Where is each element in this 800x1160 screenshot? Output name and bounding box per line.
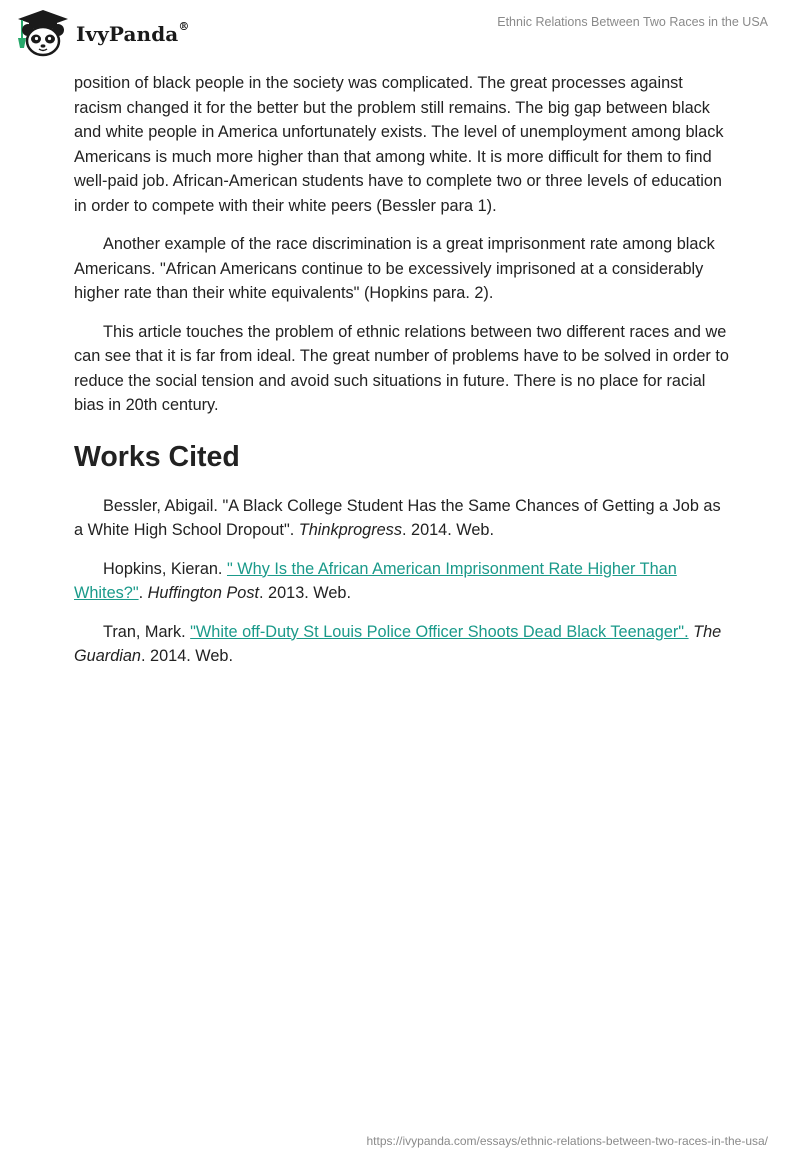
citation-title: "A Black College Student Has the Same Chances of Getting a Job as a White High School Dropout".: [74, 496, 721, 539]
article-body: [74, 71, 734, 683]
body-paragraph: Another example of the race discrimination is a great imprisonment rate among black Americans. "African Americans continue to be excessively imprisoned at a considerably higher rate than their white equivalents" (Hopkins para. 2).: [74, 235, 715, 302]
source-url[interactable]: https://ivypanda.com/essays/ethnic-relations-between-two-races-in-the-usa/: [366, 1134, 768, 1148]
citation-source: Thinkprogress: [298, 521, 402, 539]
citation-separator: .: [138, 584, 148, 602]
citation-source: The Guardian: [74, 622, 722, 665]
citation-author: Bessler, Abigail.: [103, 496, 223, 515]
works-cited-heading: Works Cited: [74, 440, 240, 473]
ivypanda-logo[interactable]: [14, 8, 189, 58]
brand-name: IvyPanda®: [76, 20, 190, 46]
citation-entry: [74, 620, 734, 669]
citation-tail: . 2013. Web.: [258, 584, 352, 602]
citation-tail: . 2014. Web.: [140, 647, 234, 665]
citation-link[interactable]: " Why Is the African American Imprisonment Rate Higher Than Whites?": [74, 559, 677, 602]
citation-author: Tran, Mark.: [103, 622, 191, 641]
citation-entry: [74, 557, 734, 606]
page-header: [0, 0, 800, 66]
citation-source: Huffington Post: [147, 584, 259, 602]
citation-author: Hopkins, Kieran.: [103, 559, 227, 578]
citation-entry: [74, 494, 734, 543]
body-paragraph: position of black people in the society was complicated. The great processes against racism changed it for the better but the problem still remains. The big gap between black and white people in America unfortunately exists. The level of unemployment among black Americans is much more higher than that among white. It is more difficult for them to find well-paid job. African-American students have to complete two or three levels of education in order to compete with their white peers (Bessler para 1).: [74, 74, 724, 215]
panda-graduate-icon: [14, 8, 72, 58]
body-paragraph: This article touches the problem of ethnic relations between two different races and we can see that it is far from ideal. The great number of problems have to be solved in order to reduce the social tension and avoid such situations in future. There is no place for racial bias in 20th century.: [74, 322, 729, 414]
citation-tail: . 2014. Web.: [401, 521, 494, 539]
citation-link[interactable]: "White off-Duty St Louis Police Officer Shoots Dead Black Teenager".: [190, 622, 689, 641]
document-title: Ethnic Relations Between Two Races in the USA: [497, 15, 768, 29]
